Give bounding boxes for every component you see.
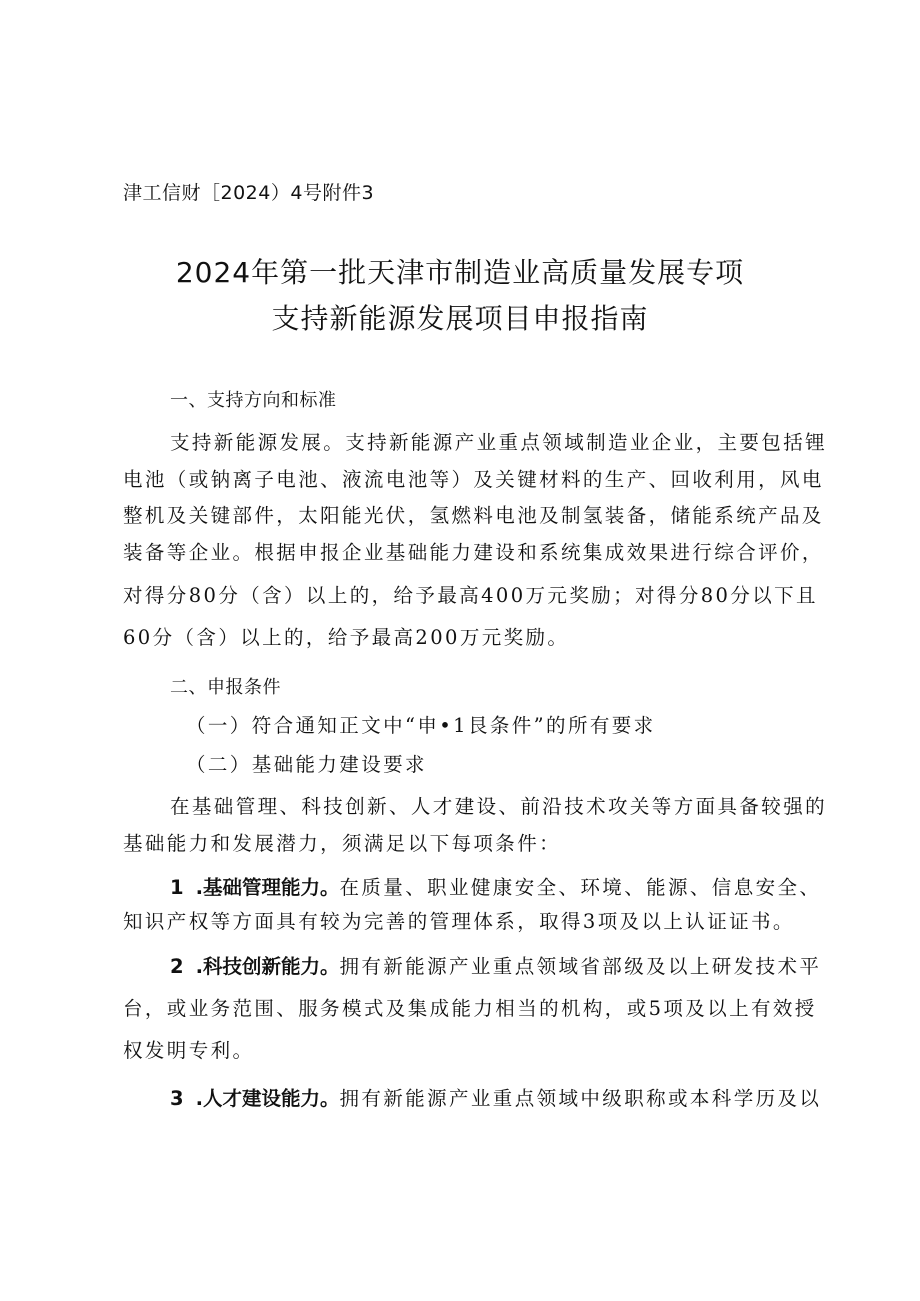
- point-text: 在质量、职业健康安全、环境、能源、信息安全、: [339, 876, 822, 899]
- document-title-line-2: 支持新能源发展项目申报指南: [271, 302, 649, 335]
- paragraph-line: 基础能力和发展潜力，须满足以下每项条件：: [123, 832, 562, 855]
- paragraph-line: 60分（含）以上的，给予最高200万元奖励。: [123, 626, 570, 649]
- section-heading-application-conditions: 二、申报条件: [170, 677, 281, 698]
- condition-item-2: （二）基础能力建设要求: [186, 753, 427, 776]
- paragraph-line: 支持新能源发展。支持新能源产业重点领域制造业企业，主要包括锂: [170, 431, 828, 454]
- point-bold-label: .人才建设能力。: [195, 1087, 340, 1110]
- point-number: 1: [170, 876, 184, 899]
- paragraph-line: 对得分80分（含）以上的，给予最高400万元奖励；对得分80分以下且: [123, 584, 818, 607]
- attachment-reference: 津工信财［2024）4号附件3: [123, 182, 375, 204]
- numbered-point-3: [170, 1083, 860, 1111]
- paragraph-line: 装备等企业。根据申报企业基础能力建设和系统集成效果进行综合评价，: [123, 541, 824, 564]
- point-text: 拥有新能源产业重点领域省部级及以上研发技术平: [339, 955, 822, 978]
- point-number: 3: [170, 1087, 184, 1110]
- numbered-point-1: [170, 872, 860, 900]
- paragraph-line: 台，或业务范围、服务模式及集成能力相当的机构，或5项及以上有效授: [123, 997, 817, 1020]
- paragraph-line: 电池（或钠离子电池、液流电池等）及关键材料的生产、回收利用，风电: [123, 468, 824, 491]
- point-bold-label: .基础管理能力。: [195, 876, 340, 899]
- point-bold-label: .科技创新能力。: [195, 955, 340, 978]
- paragraph-line: 权发明专利。: [123, 1039, 255, 1062]
- condition-item-1: （一）符合通知正文中“申•1艮条件”的所有要求: [186, 714, 656, 737]
- section-heading-support-direction: 一、支持方向和标准: [170, 390, 337, 411]
- paragraph-line: 知识产权等方面具有较为完善的管理体系，取得3项及以上认证证书。: [123, 910, 795, 933]
- paragraph-line: 整机及关键部件，太阳能光伏，氢燃料电池及制氢装备，储能系统产品及: [123, 504, 824, 527]
- paragraph-line: 在基础管理、科技创新、人才建设、前沿技术攻关等方面具备较强的: [170, 795, 828, 818]
- numbered-point-2: [170, 951, 860, 979]
- document-title-line-1: 2024年第一批天津市制造业高质量发展专项: [175, 256, 745, 289]
- point-number: 2: [170, 955, 184, 978]
- point-text: 拥有新能源产业重点领域中级职称或本科学历及以: [339, 1087, 822, 1110]
